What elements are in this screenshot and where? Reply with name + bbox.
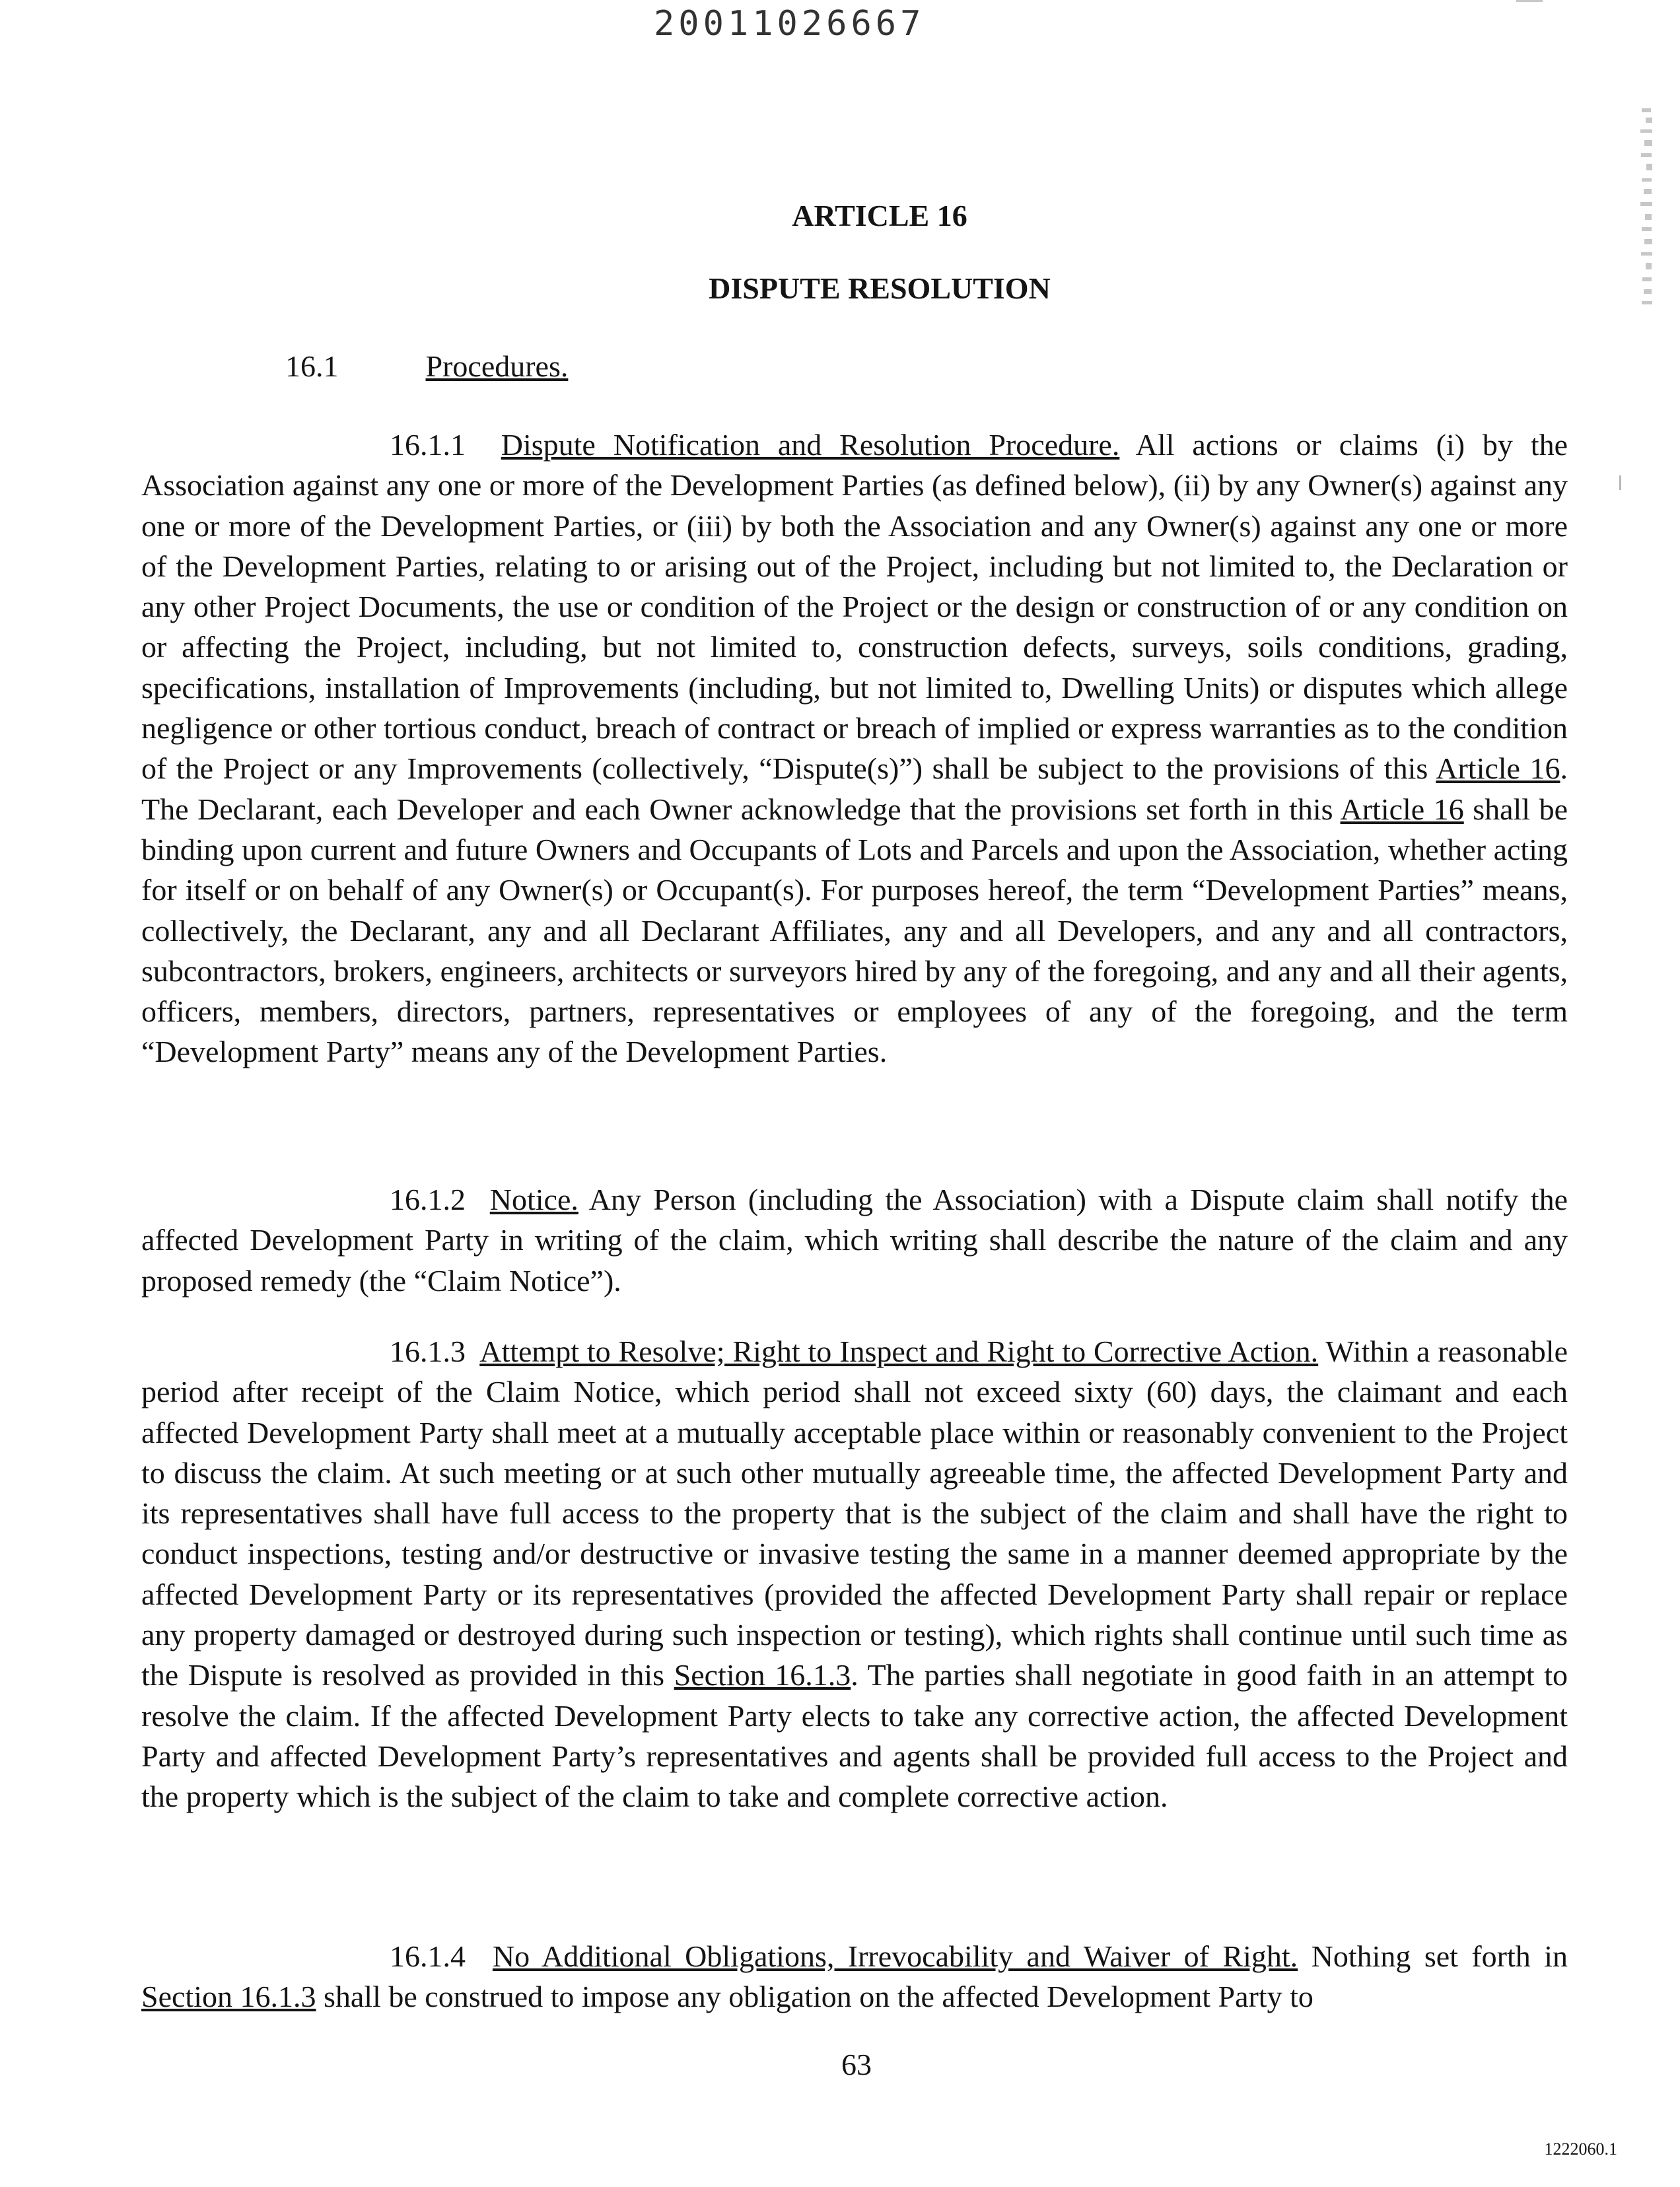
paragraph-16-1-3: [141, 1331, 1568, 1817]
paragraph-number: 16.1.1: [390, 428, 466, 462]
cross-reference: Article 16: [1340, 792, 1464, 826]
paragraph-body: [141, 1335, 1568, 1813]
paragraph-heading: Dispute Notification and Resolution Procedure.: [501, 428, 1120, 462]
body-text: shall be binding upon current and future Owners and Occupants of Lots and Parcels and upon the Association, whether acting for itself or on behalf of any Owner(s) or Occupant(s). For purposes hereof, the term “Development Parties” means, collectively, the Declarant, any and all Declarant Affiliates, any and all Developers, and any and all contractors, subcontractors, brokers, engineers, architects or surveyors hired by any of the foregoing, and any and all their agents, officers, members, directors, partners, representatives or employees of any of the foregoing, and the term “Development Party” means any of the Development Parties.: [141, 792, 1568, 1069]
body-text: shall be construed to impose any obligation on the affected Development Party to: [316, 1980, 1313, 2014]
section-number: 16.1: [285, 349, 339, 383]
body-text: . The Declarant, each Developer and each Owner acknowledge that the provisions set forth in this: [141, 751, 1568, 826]
paragraph-heading: Attempt to Resolve; Right to Inspect and Right to Corrective Action.: [479, 1335, 1319, 1368]
body-text: . The parties shall negotiate in good faith in an attempt to resolve the claim. If the affected Development Party elects to take any corrective action, the affected Development Party and affected Development Party’s representatives and agents shall be provided full access to the Project and the property which is the subject of the claim to take and complete corrective action.: [141, 1658, 1568, 1814]
cross-reference: Section 16.1.3: [674, 1658, 851, 1692]
paragraph-16-1-1: [141, 425, 1568, 1072]
paragraph-body: [141, 1183, 1568, 1298]
paragraph-number: 16.1.4: [390, 1939, 466, 1973]
paragraph-number: 16.1.2: [390, 1183, 466, 1216]
paragraph-number: 16.1.3: [390, 1335, 466, 1368]
body-text: All actions or claims (i) by the Association against any one or more of the Development Parties (as defined below), (ii) by any Owner(s) against any one or more of the Development Parties, or (iii) by both the Association and any Owner(s) against any one or more of the Development Parties, relating to or arising out of the Project, including but not limited to, the Declaration or any other Project Documents, the use or condition of the Project or the design or construction of or any condition on or affecting the Project, including, but not limited to, construction defects, surveys, soils conditions, grading, specifications, installation of Improvements (including, but not limited to, Dwelling Units) or disputes which allege negligence or other tortious conduct, breach of contract or breach of implied or express warranties as to the condition of the Project or any Improvements (collectively, “Dispute(s)”) shall be subject to the provisions of this: [141, 428, 1568, 786]
paragraph-16-1-2: [141, 1179, 1568, 1301]
scan-mark: [1619, 475, 1621, 490]
paragraph-body: [141, 428, 1568, 1068]
body-text: Within a reasonable period after receipt of the Claim Notice, which period shall not exceed sixty (60) days, the claimant and each affected Development Party shall meet at a mutually acceptable place within or reasonably convenient to the Project to discuss the claim. At such meeting or at such other mutually agreeable time, the affected Development Party and its representatives shall have full access to the property that is the subject of the claim and shall have the right to conduct inspections, testing and/or destructive or invasive testing the same in a manner deemed appropriate by the affected Development Party or its representatives (provided the affected Development Party shall repair or replace any property damaged or destroyed during such inspection or testing), which rights shall continue until such time as the Dispute is resolved as provided in this: [141, 1335, 1568, 1692]
article-title: ARTICLE 16: [792, 199, 967, 232]
section-title: Procedures.: [425, 349, 569, 383]
paragraph-heading: Notice.: [489, 1183, 578, 1216]
article-subtitle: DISPUTE RESOLUTION: [709, 271, 1051, 305]
recording-number: 20011026667: [654, 4, 925, 44]
body-text: Nothing set forth in: [1298, 1939, 1568, 1973]
paragraph-16-1-4: [141, 1936, 1568, 2017]
paragraph-heading: No Additional Obligations, Irrevocability and Waiver of Right.: [492, 1939, 1298, 1973]
document-id: 1222060.1: [1544, 2139, 1617, 2159]
cross-reference: Section 16.1.3: [141, 1980, 316, 2014]
body-text: Any Person (including the Association) with a Dispute claim shall notify the affected Development Party in writing of the claim, which writing shall describe the nature of the claim and any proposed remedy (the “Claim Notice”).: [141, 1183, 1568, 1298]
scan-mark: [1516, 0, 1543, 2]
cross-reference: Article 16: [1436, 751, 1560, 786]
page-number: 63: [841, 2048, 872, 2081]
section-heading: [285, 349, 568, 384]
